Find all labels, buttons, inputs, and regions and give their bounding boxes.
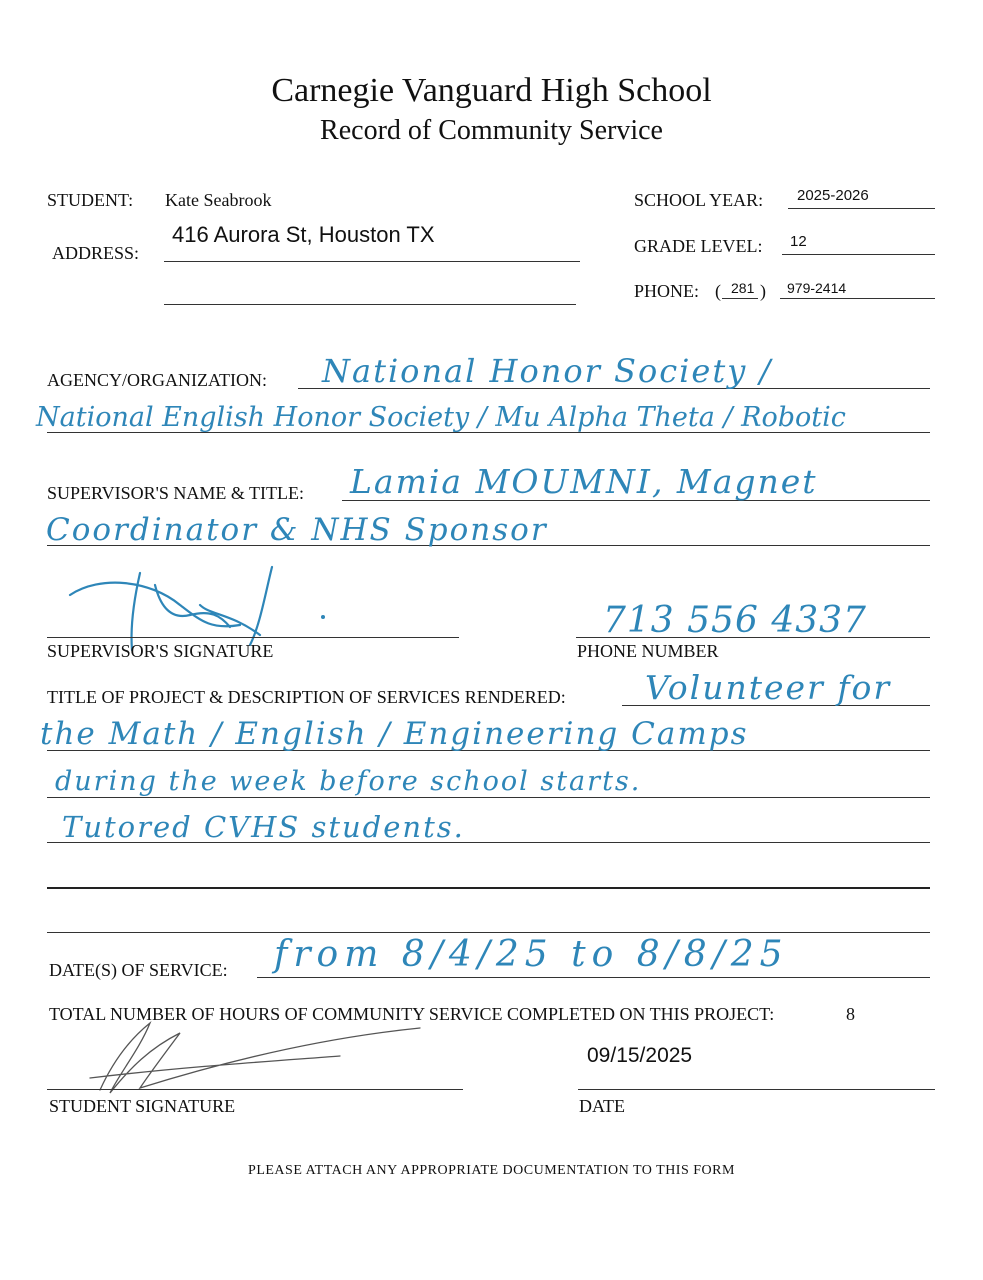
phone-number-line: [780, 298, 935, 299]
supervisor-signature-label: SUPERVISOR'S SIGNATURE: [47, 641, 274, 661]
grade-level-line: [782, 254, 935, 255]
project-field-line4[interactable]: Tutored CVHS students.: [62, 810, 465, 844]
hours-label: TOTAL NUMBER OF HOURS OF COMMUNITY SERVICE COMPLETED ON THIS PROJECT:: [49, 1004, 775, 1024]
supervisor-name-field-line2[interactable]: Coordinator & NHS Sponsor: [46, 512, 548, 548]
supervisor-signature-line: [47, 637, 459, 638]
address-line-1: [164, 261, 580, 262]
student-name-field[interactable]: Kate Seabrook: [165, 190, 272, 210]
address-line-2: [164, 304, 576, 305]
supervisor-name-field-line1[interactable]: Lamia MOUMNI, Magnet: [350, 462, 818, 501]
agency-label: AGENCY/ORGANIZATION:: [47, 370, 267, 390]
date-line: [578, 1089, 935, 1090]
phone-open-paren: (: [715, 281, 721, 301]
student-signature-label: STUDENT SIGNATURE: [49, 1096, 236, 1116]
agency-field-line2[interactable]: National English Honor Society / Mu Alpha Theta / Robotic: [36, 402, 846, 433]
service-dates-field[interactable]: from 8/4/25 to 8/8/25: [274, 934, 789, 975]
school-name: Carnegie Vanguard High School: [271, 72, 712, 109]
student-signature-line: [47, 1089, 463, 1090]
project-line-6: [47, 932, 930, 933]
project-label: TITLE OF PROJECT & DESCRIPTION OF SERVICES RENDERED:: [47, 687, 566, 707]
phone-label: PHONE:: [634, 281, 700, 301]
project-field-line2[interactable]: the Math / English / Engineering Camps: [40, 716, 749, 752]
grade-level-field[interactable]: 12: [790, 233, 807, 250]
supervisor-phone-label: PHONE NUMBER: [577, 641, 719, 661]
phone-close-paren: ): [760, 281, 766, 301]
phone-area-line: [722, 298, 758, 299]
project-line-3: [47, 797, 930, 798]
phone-number-field[interactable]: 979-2414: [787, 280, 847, 296]
school-year-label: SCHOOL YEAR:: [634, 190, 764, 210]
student-label: STUDENT:: [47, 190, 134, 210]
form-title: Record of Community Service: [320, 115, 663, 146]
service-dates-label: DATE(S) OF SERVICE:: [49, 960, 228, 980]
grade-level-label: GRADE LEVEL:: [634, 236, 763, 256]
phone-area-code-field[interactable]: 281: [731, 280, 755, 296]
supervisor-phone-line: [576, 637, 930, 638]
project-field-line3[interactable]: during the week before school starts.: [55, 766, 642, 797]
hours-field[interactable]: 8: [846, 1004, 855, 1024]
address-field[interactable]: 416 Aurora St, Houston TX: [172, 222, 435, 247]
address-label: ADDRESS:: [52, 243, 140, 263]
date-field[interactable]: 09/15/2025: [587, 1044, 693, 1067]
supervisor-name-label: SUPERVISOR'S NAME & TITLE:: [47, 483, 304, 503]
date-label: DATE: [579, 1096, 625, 1116]
supervisor-phone-field[interactable]: 713 556 4337: [603, 600, 867, 641]
student-signature-image: [70, 1018, 430, 1098]
agency-field-line1[interactable]: National Honor Society /: [322, 352, 773, 390]
project-field-line1[interactable]: Volunteer for: [645, 668, 892, 707]
service-dates-line: [257, 977, 930, 978]
school-year-line: [788, 208, 935, 209]
project-line-5: [47, 887, 930, 889]
school-year-field[interactable]: 2025-2026: [797, 187, 869, 204]
attach-documentation-note: PLEASE ATTACH ANY APPROPRIATE DOCUMENTATION TO THIS FORM: [248, 1163, 735, 1178]
